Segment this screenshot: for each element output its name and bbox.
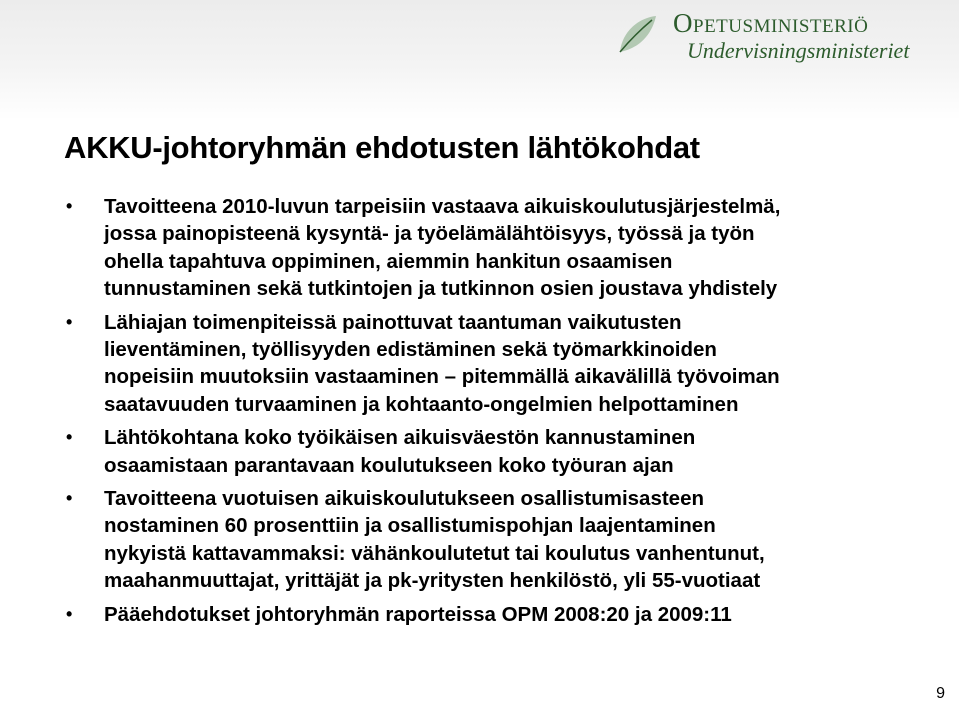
leaf-logo-icon: [612, 10, 662, 60]
bullet-line: nostaminen 60 prosenttiin ja osallistumispohjan laajentaminen: [104, 514, 716, 538]
bullet-item: [66, 193, 936, 303]
bullet-item: [66, 601, 936, 628]
page-number: 9: [936, 685, 945, 702]
logo-subtitle: Undervisningsministeriet: [687, 38, 910, 63]
bullet-dot-icon: •: [66, 488, 73, 509]
bullet-list: [66, 193, 936, 634]
bullet-line: lieventäminen, työllisyyden edistäminen sekä työmarkkinoiden: [104, 338, 717, 362]
bullet-item: [66, 309, 936, 419]
slide-title: AKKU-johtoryhmän ehdotusten lähtökohdat: [64, 130, 700, 165]
bullet-dot-icon: •: [66, 311, 73, 332]
bullet-dot-icon: •: [66, 196, 73, 216]
bullet-line: Pääehdotukset johtoryhmän raporteissa OPM 2008:20 ja 2009:11: [104, 602, 732, 626]
bullet-item: [66, 485, 936, 595]
bullet-dot-icon: •: [66, 603, 73, 624]
bullet-line: Tavoitteena vuotuisen aikuiskoulutukseen osallistumisasteen: [104, 487, 704, 511]
bullet-line: jossa painopisteenä kysyntä- ja työelämälähtöisyys, työssä ja työn: [104, 222, 755, 246]
bullet-line: Lähiajan toimenpiteissä painottuvat taantuman vaikutusten: [104, 310, 682, 334]
bullet-item: [66, 424, 936, 479]
bullet-line: maahanmuuttajat, yrittäjät ja pk-yritysten henkilöstö, yli 55-vuotiaat: [104, 569, 761, 593]
bullet-line: tunnustaminen sekä tutkintojen ja tutkinnon osien joustava yhdistely: [104, 277, 778, 301]
bullet-line: osaamistaan parantavaan koulutukseen koko työuran ajan: [104, 453, 674, 477]
bullet-line: Tavoitteena 2010-luvun tarpeisiin vastaava aikuiskoulutusjärjestelmä,: [104, 195, 781, 218]
bullet-line: saatavuuden turvaaminen ja kohtaanto-ongelmien helpottaminen: [104, 392, 739, 416]
bullet-line: ohella tapahtuva oppiminen, aiemmin hankitun osaamisen: [104, 249, 673, 273]
ministry-logo: [673, 8, 933, 64]
bullet-line: nopeisiin muutoksiin vastaaminen – pitemmällä aikavälillä työvoiman: [104, 365, 780, 389]
logo-title: Opetusministeriö: [673, 8, 869, 38]
bullet-line: nykyistä kattavammaksi: vähänkoulutetut tai koulutus vanhentunut,: [104, 541, 765, 565]
bullet-line: Lähtökohtana koko työikäisen aikuisväestön kannustaminen: [104, 426, 696, 450]
bullet-dot-icon: •: [66, 427, 73, 448]
